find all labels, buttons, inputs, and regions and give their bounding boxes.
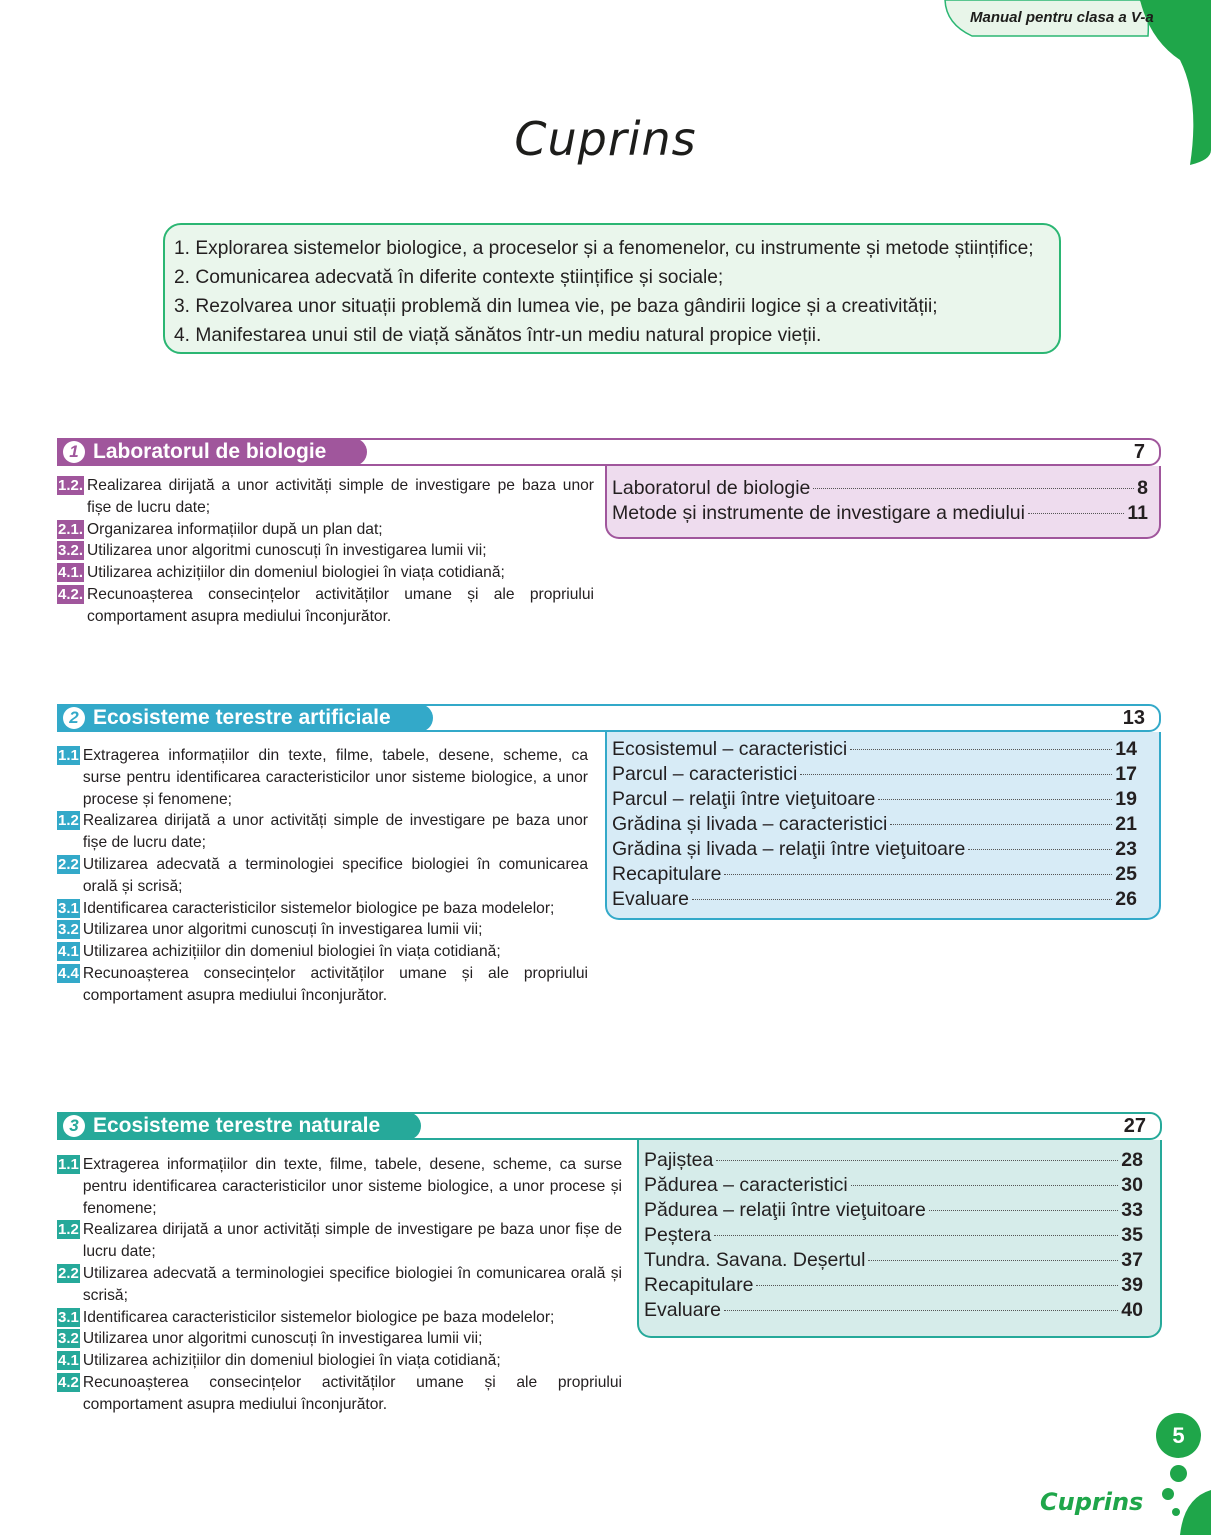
lesson-page: 11 — [1127, 502, 1148, 524]
lesson-page: 37 — [1121, 1249, 1143, 1271]
unit-1-objectives — [57, 475, 594, 628]
unit-2-title-pill — [57, 704, 433, 732]
lesson-page: 19 — [1115, 788, 1137, 810]
lesson-title: Ecosistemul – caracteristici — [612, 738, 848, 760]
unit-2-header[interactable] — [57, 704, 1161, 732]
lesson-title: Grădina și livada – caracteristici — [612, 813, 888, 835]
lesson-title: Metode și instrumente de investigare a mediului — [612, 502, 1025, 524]
objective-code: 4.1. — [58, 564, 84, 582]
unit-2-title: Ecosisteme terestre artificiale — [93, 706, 391, 729]
lesson-page: 35 — [1121, 1224, 1143, 1246]
lesson-title: Laboratorul de biologie — [612, 477, 811, 499]
lesson-entry[interactable] — [644, 1198, 1143, 1223]
objective-item — [57, 1350, 622, 1372]
unit-3-page: 27 — [1123, 1115, 1146, 1137]
objective-code: 2.1. — [58, 520, 84, 538]
unit-1-page: 7 — [1133, 441, 1145, 463]
objective-item — [57, 1219, 622, 1263]
objective-text: Recunoașterea consecințelor activităților umane și ale propriului comportament asupra mediului înconjurător. — [87, 585, 594, 625]
footer-label: Cuprins — [1040, 1488, 1144, 1516]
leader-dots — [1028, 513, 1124, 514]
lesson-page: 26 — [1115, 888, 1137, 910]
objective-code: 1.2. — [58, 477, 84, 494]
lesson-page: 17 — [1115, 763, 1137, 785]
lesson-title: Evaluare — [644, 1299, 721, 1321]
leader-dots — [724, 1310, 1118, 1311]
competence-line: 1. Explorarea sistemelor biologice, a proceselor și a fenomenelor, cu instrumente și metode științifice; — [174, 238, 1034, 259]
lesson-title: Recapitulare — [612, 863, 722, 885]
leader-dots — [890, 824, 1112, 825]
objective-text: Realizarea dirijată a unor activități simple de investigare pe baza unor fișe de lucru date; — [82, 812, 588, 852]
unit-3-objectives — [57, 1154, 622, 1416]
objective-item — [57, 584, 594, 628]
unit-1-number: 1 — [63, 441, 85, 463]
objective-item — [57, 941, 588, 963]
objective-text: Utilizarea adecvată a terminologiei specifice biologiei în comunicarea orală și scrisă; — [82, 855, 588, 895]
objective-item — [57, 1263, 622, 1307]
lesson-page: 33 — [1121, 1199, 1143, 1221]
objective-text: Utilizarea unor algoritmi cunoscuți în investigarea lumii vii; — [82, 1330, 483, 1348]
lesson-entry[interactable] — [612, 887, 1137, 912]
unit-3-header[interactable] — [57, 1112, 1162, 1140]
lesson-title: Evaluare — [612, 888, 689, 910]
competence-line: 2. Comunicarea adecvată în diferite contexte științifice și sociale; — [174, 267, 724, 288]
objective-item — [57, 1307, 622, 1329]
lesson-entry[interactable] — [612, 837, 1137, 862]
objective-code: 4.2 — [58, 1373, 79, 1391]
leader-dots — [968, 849, 1112, 850]
objective-item — [57, 745, 588, 810]
objective-item — [57, 963, 588, 1007]
objective-code: 2.2 — [58, 1264, 79, 1282]
corner-decoration — [1176, 1490, 1211, 1535]
lesson-entry[interactable] — [644, 1148, 1143, 1173]
lesson-entry[interactable] — [644, 1248, 1143, 1273]
lesson-page: 30 — [1121, 1174, 1143, 1196]
lesson-title: Pajiștea — [644, 1149, 714, 1171]
lesson-entry[interactable] — [612, 862, 1137, 887]
objective-code: 4.4 — [58, 964, 79, 982]
page-number: 5 — [1156, 1413, 1201, 1458]
lesson-title: Grădina și livada – relaţii între vieţuitoare — [612, 838, 966, 860]
objective-item — [57, 810, 588, 854]
decorative-dot — [1162, 1488, 1174, 1500]
lesson-title: Tundra. Savana. Deșertul — [644, 1249, 866, 1271]
objective-code: 3.2. — [58, 542, 84, 560]
leader-dots — [716, 1160, 1118, 1161]
unit-3-title: Ecosisteme terestre naturale — [93, 1114, 381, 1137]
lesson-page: 28 — [1121, 1149, 1143, 1171]
objective-text: Extragerea informațiilor din texte, filme, tabele, desene, scheme, ca surse pentru identificarea caracteristicilor unor sisteme biologice, a unor procese și fenomene; — [82, 1156, 622, 1217]
leader-dots — [868, 1260, 1118, 1261]
leader-dots — [724, 874, 1112, 875]
objective-text: Utilizarea adecvată a terminologiei specifice biologiei în comunicarea orală și scrisă; — [82, 1264, 622, 1304]
unit-2-lessons — [605, 732, 1161, 920]
objective-code: 3.2 — [58, 921, 79, 939]
leader-dots — [756, 1285, 1118, 1286]
objective-text: Realizarea dirijată a unor activități simple de investigare pe baza unor fișe de lucru date; — [87, 477, 594, 516]
lesson-entry[interactable] — [612, 787, 1137, 812]
lesson-page: 39 — [1121, 1274, 1143, 1296]
lesson-title: Parcul – caracteristici — [612, 763, 798, 785]
competence-line: 3. Rezolvarea unor situații problemă din lumea vie, pe baza gândirii logice și a creativității; — [174, 296, 938, 317]
unit-2-objectives — [57, 745, 588, 1007]
lesson-page: 21 — [1115, 813, 1137, 835]
objective-code: 1.1 — [58, 747, 79, 764]
objective-item — [57, 898, 588, 920]
lesson-entry[interactable] — [644, 1223, 1143, 1248]
lesson-page: 14 — [1115, 738, 1137, 760]
leader-dots — [851, 1185, 1119, 1186]
lesson-entry[interactable] — [612, 501, 1148, 526]
lesson-title: Parcul – relaţii între vieţuitoare — [612, 788, 876, 810]
leader-dots — [878, 799, 1112, 800]
unit-1-lessons — [605, 466, 1161, 539]
objective-text: Identificarea caracteristicilor sistemelor biologice pe baza modelelor; — [82, 1308, 555, 1326]
objective-item — [57, 1328, 622, 1350]
lesson-entry[interactable] — [612, 812, 1137, 837]
lesson-page: 23 — [1115, 838, 1137, 860]
objective-code: 3.1 — [58, 1308, 79, 1326]
objective-code: 1.2 — [58, 1221, 79, 1239]
unit-2-page: 13 — [1122, 707, 1145, 729]
objective-item — [57, 562, 594, 584]
objective-text: Organizarea informațiilor după un plan dat; — [87, 520, 383, 538]
lesson-entry[interactable] — [612, 476, 1148, 501]
objective-item — [57, 1372, 622, 1416]
unit-3-lessons — [637, 1140, 1162, 1338]
unit-1-header[interactable] — [57, 438, 1161, 466]
lesson-title: Pădurea – caracteristici — [644, 1174, 848, 1196]
objective-code: 1.1 — [58, 1156, 79, 1173]
lesson-entry[interactable] — [644, 1298, 1143, 1323]
objective-text: Utilizarea achizițiilor din domeniul biologiei în viața cotidiană; — [82, 1352, 501, 1370]
objective-text: Identificarea caracteristicilor sistemelor biologice pe baza modelelor; — [82, 899, 555, 917]
leader-dots — [850, 749, 1112, 750]
book-label: Manual pentru clasa a V-a — [970, 9, 1154, 26]
lesson-title: Pădurea – relaţii între vieţuitoare — [644, 1199, 926, 1221]
leader-dots — [813, 488, 1134, 489]
objective-text: Utilizarea unor algoritmi cunoscuți în investigarea lumii vii; — [82, 921, 483, 939]
objective-text: Utilizarea unor algoritmi cunoscuți în investigarea lumii vii; — [87, 542, 487, 560]
objective-code: 2.2 — [58, 855, 79, 873]
lesson-title: Recapitulare — [644, 1274, 754, 1296]
objective-code: 4.1 — [58, 1352, 79, 1370]
objective-item — [57, 519, 594, 541]
objective-code: 1.2 — [58, 812, 79, 830]
objective-text: Recunoașterea consecințelor activităților umane și ale propriului comportament asupra mediului înconjurător. — [82, 964, 588, 1004]
leader-dots — [714, 1235, 1118, 1236]
objective-text: Extragerea informațiilor din texte, filme, tabele, desene, scheme, ca surse pentru identificarea caracteristicilor unor sisteme biologice, a unor procese și fenomene; — [82, 747, 588, 808]
page-title: Cuprins — [514, 112, 697, 166]
unit-1-title-pill — [57, 438, 367, 466]
unit-3-number: 3 — [63, 1115, 85, 1137]
objective-item — [57, 1154, 622, 1219]
lesson-entry[interactable] — [644, 1173, 1143, 1198]
unit-2-number: 2 — [63, 707, 85, 729]
objective-item — [57, 540, 594, 562]
objective-code: 3.1 — [58, 899, 79, 917]
decorative-dot — [1170, 1465, 1187, 1482]
lesson-page: 8 — [1137, 477, 1148, 499]
lesson-page: 40 — [1121, 1299, 1143, 1321]
leader-dots — [929, 1210, 1118, 1211]
objective-text: Utilizarea achizițiilor din domeniul biologiei în viața cotidiană; — [82, 943, 501, 961]
competence-line: 4. Manifestarea unui stil de viață sănătos într-un mediu natural propice vieții. — [174, 325, 822, 346]
objective-text: Realizarea dirijată a unor activități simple de investigare pe baza unor fișe de lucru date; — [82, 1221, 622, 1261]
objective-code: 4.2. — [58, 585, 84, 603]
objective-code: 3.2 — [58, 1330, 79, 1348]
objective-item — [57, 854, 588, 898]
unit-3-title-pill — [57, 1112, 421, 1140]
objective-item — [57, 475, 594, 519]
objective-text: Recunoașterea consecințelor activităților umane și ale propriului comportament asupra mediului înconjurător. — [82, 1373, 622, 1413]
lesson-title: Peștera — [644, 1224, 712, 1246]
unit-1-title: Laboratorul de biologie — [93, 440, 327, 463]
leader-dots — [692, 899, 1112, 900]
objective-text: Utilizarea achizițiilor din domeniul biologiei în viața cotidiană; — [87, 564, 505, 582]
general-competences-box — [163, 223, 1061, 354]
lesson-entry[interactable] — [644, 1273, 1143, 1298]
leader-dots — [800, 774, 1112, 775]
lesson-page: 25 — [1115, 863, 1137, 885]
objective-item — [57, 919, 588, 941]
objective-code: 4.1 — [58, 943, 79, 961]
lesson-entry[interactable] — [612, 737, 1137, 762]
lesson-entry[interactable] — [612, 762, 1137, 787]
